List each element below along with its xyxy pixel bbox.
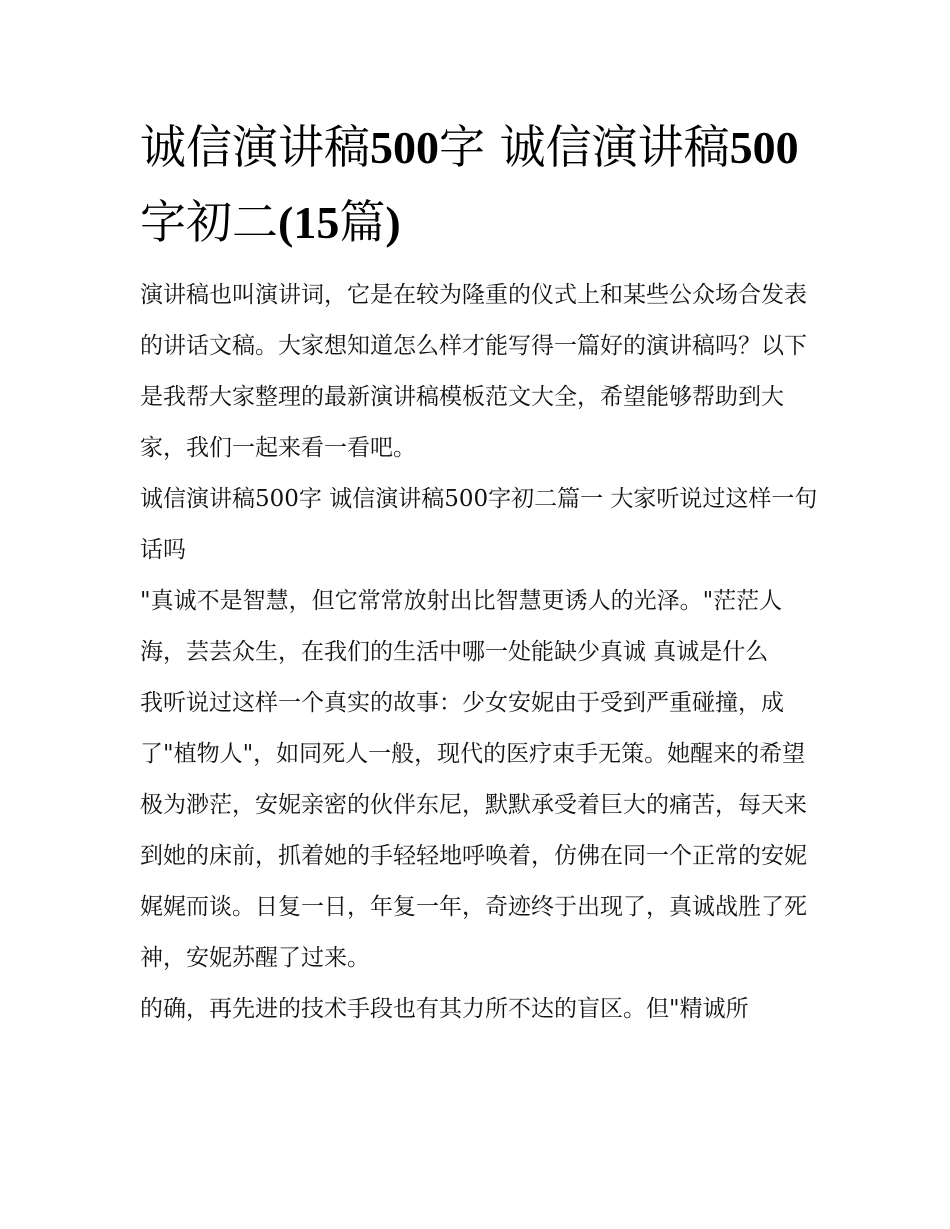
title-number: ) — [385, 197, 401, 248]
title-number: (15 — [278, 197, 340, 248]
title-number: 500 — [370, 122, 439, 173]
title-number: 500 — [729, 122, 799, 173]
paragraph-quote: "真诚不是智慧，但它常常放射出比智慧更诱人的光泽。"茫茫人海，芸芸众生，在我们的生活中哪一处能缺少真诚 真诚是什么 — [140, 588, 783, 665]
paragraph-intro: 演讲稿也叫演讲词，它是在较为隆重的仪式上和某些公众场合发表的讲话文稿。大家想知道怎么样才能写得一篇好的演讲稿吗？以下是我帮大家整理的最新演讲稿模板范文大全，希望能够帮助到大家，我们一起来看一看吧。 — [140, 282, 807, 461]
document-title: 诚信演讲稿500字 诚信演讲稿500字初二(15篇) — [140, 120, 799, 249]
paragraph-conclusion: 的确，再先进的技术手段也有其力所不达的盲区。但"精诚所 — [140, 996, 749, 1022]
paragraph-story: 我听说过这样一个真实的故事：少女安妮由于受到严重碰撞，成了"植物人"，如同死人一般，现代的医疗束手无策。她醒来的希望极为渺茫，安妮亲密的伙伴东尼，默默承受着巨大的痛苦，每天来到她的床前，抓着她的手轻轻地呼唤着，仿佛在同一个正常的安妮娓娓而谈。日复一日，年复一年，奇迹终于出现了，真诚战胜了死神，安妮苏醒了过来。 — [140, 690, 807, 971]
document-page — [140, 110, 820, 1035]
paragraph-section-heading: 诚信演讲稿500字 诚信演讲稿500字初二篇一 大家听说过这样一句话吗 — [140, 486, 818, 563]
